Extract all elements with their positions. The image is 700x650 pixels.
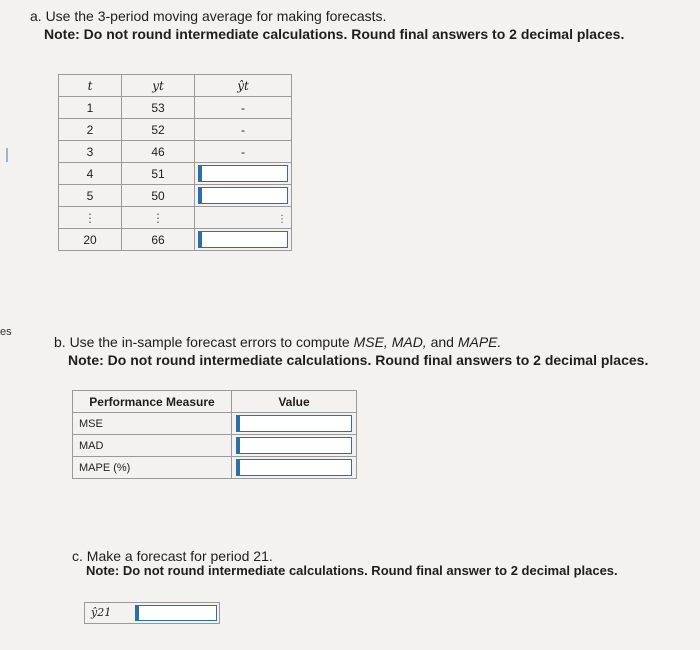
- forecast-input-20[interactable]: [198, 231, 288, 248]
- table-row: [59, 185, 292, 207]
- value-cell: [232, 413, 357, 435]
- header-measure: Performance Measure: [73, 391, 232, 413]
- value-cell: [232, 435, 357, 457]
- cell-forecast: [195, 207, 292, 229]
- edge-mark: [6, 148, 8, 162]
- moving-average-table: [58, 74, 292, 251]
- forecast-input-5[interactable]: [198, 187, 288, 204]
- cell-forecast: [195, 185, 292, 207]
- cell-t-ellipsis: ⋮: [59, 207, 122, 229]
- cell-y: 66: [122, 229, 195, 251]
- cell-y-ellipsis: ⋮: [122, 207, 195, 229]
- forecast-21-input[interactable]: [135, 605, 217, 621]
- part-a-note: Note: Do not round intermediate calculations. Round final answers to 2 decimal places.: [44, 26, 625, 42]
- table-row: [59, 119, 292, 141]
- part-b-last-term: MAPE.: [457, 334, 502, 350]
- cell-forecast: -: [195, 97, 292, 119]
- forecast-21-row: [84, 602, 220, 624]
- cell-y: 51: [122, 163, 195, 185]
- table-row: [59, 229, 292, 251]
- table-row: [73, 435, 357, 457]
- cell-t: 5: [59, 185, 122, 207]
- header-value: Value: [232, 391, 357, 413]
- cell-y: 52: [122, 119, 195, 141]
- cell-y: 50: [122, 185, 195, 207]
- mape-input[interactable]: [236, 459, 352, 476]
- part-c-note: Note: Do not round intermediate calculations. Round final answer to 2 decimal places.: [86, 563, 618, 578]
- table-row: [59, 163, 292, 185]
- part-b-and: and: [430, 334, 458, 350]
- table-row: [59, 97, 292, 119]
- part-b-instruction: [54, 334, 501, 350]
- side-fragment-text: es: [0, 326, 12, 338]
- table-row: [73, 413, 357, 435]
- part-b-prefix: b. Use the in-sample forecast errors to compute: [54, 334, 354, 350]
- part-b-note: Note: Do not round intermediate calculations. Round final answers to 2 decimal places.: [68, 352, 649, 368]
- cell-t: 4: [59, 163, 122, 185]
- cell-y: 53: [122, 97, 195, 119]
- cell-t: 2: [59, 119, 122, 141]
- cell-forecast: -: [195, 141, 292, 163]
- measure-label-mape: MAPE (%): [73, 457, 232, 479]
- header-y: [122, 75, 195, 97]
- forecast-input-4[interactable]: [198, 165, 288, 182]
- performance-measure-table: [72, 390, 357, 479]
- header-t-label: t: [87, 78, 93, 93]
- cell-t: 3: [59, 141, 122, 163]
- part-c-instruction: c. Make a forecast for period 21.: [72, 548, 273, 564]
- cell-forecast: [195, 229, 292, 251]
- part-b-terms: MSE, MAD,: [353, 334, 431, 350]
- value-cell: [232, 457, 357, 479]
- header-forecast: [195, 75, 292, 97]
- table-header-row: [59, 75, 292, 97]
- forecast-ellipsis: ⋮: [277, 213, 287, 225]
- cell-y: 46: [122, 141, 195, 163]
- cell-forecast: [195, 163, 292, 185]
- table-header-row: [73, 391, 357, 413]
- part-a-instruction: a. Use the 3-period moving average for making forecasts.: [30, 8, 387, 24]
- measure-label-mse: MSE: [73, 413, 232, 435]
- forecast-21-label: ŷ21: [91, 606, 112, 619]
- mse-input[interactable]: [236, 415, 352, 432]
- header-y-label: yt: [152, 78, 164, 93]
- mad-input[interactable]: [236, 437, 352, 454]
- header-t: [59, 75, 122, 97]
- cell-forecast: -: [195, 119, 292, 141]
- table-row: [59, 207, 292, 229]
- measure-label-mad: MAD: [73, 435, 232, 457]
- table-row: [73, 457, 357, 479]
- cell-t: 20: [59, 229, 122, 251]
- header-forecast-label: ŷt: [237, 78, 249, 93]
- cell-t: 1: [59, 97, 122, 119]
- table-row: [59, 141, 292, 163]
